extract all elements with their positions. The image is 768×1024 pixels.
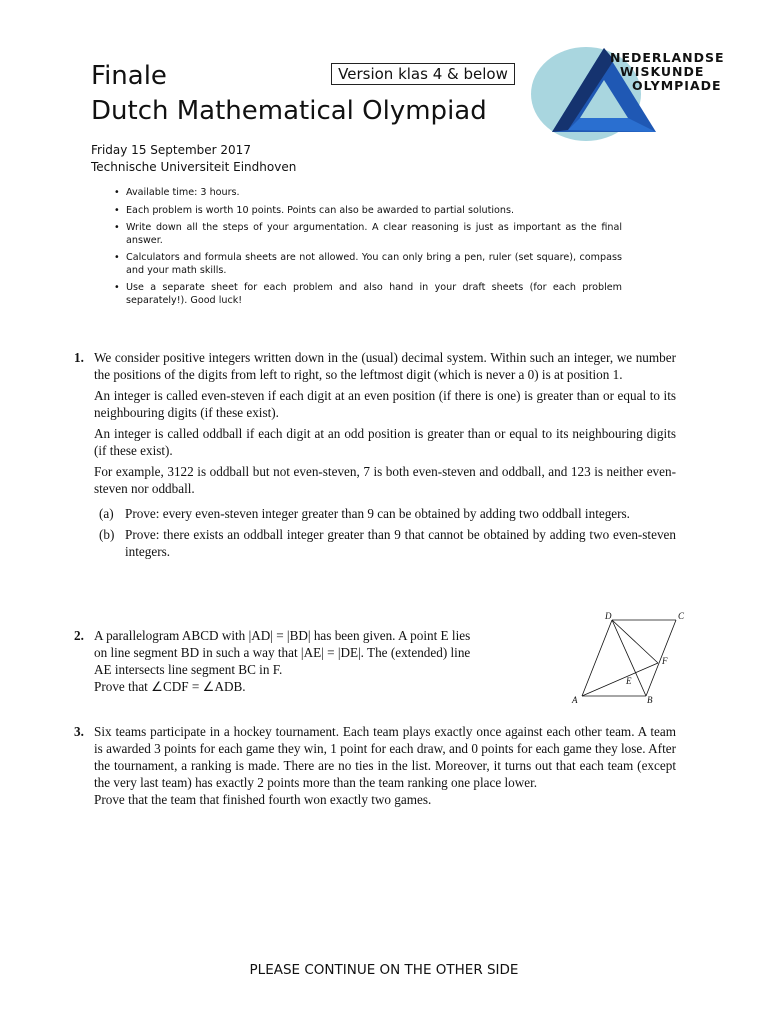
part-text: Prove: there exists an oddball integer greater than 9 that cannot be obtained by adding two even-steven integers. [125, 527, 676, 559]
line-df [612, 620, 658, 663]
instruction-item: • Write down all the steps of your argumentation. A clear reasoning is just as important as the final answer. [110, 222, 622, 247]
label-f: F [662, 656, 668, 666]
instruction-item: • Use a separate sheet for each problem and also hand in your draft sheets (for each problem separately!). Good luck! [110, 282, 622, 307]
problem-3-number: 3. [74, 724, 84, 739]
problem-1-oddball-def: An integer is called oddball if each digit at an odd position is greater than or equal to its neighbouring digits (if these exist). [94, 426, 676, 458]
problem-2-line: on line segment BD in such a way that |AE| = |DE|. The (extended) line [94, 645, 471, 660]
logo-text-line2: WISKUNDE [620, 64, 705, 79]
title-finale: Finale [91, 61, 167, 91]
part-label: (a) [99, 506, 114, 521]
problem-3 [94, 723, 676, 808]
label-c: C [678, 611, 685, 621]
problem-2-line: A parallelogram ABCD with |AD| = |BD| has been given. A point E lies [94, 628, 471, 643]
olympiad-logo [528, 40, 725, 148]
problem-3-question: Prove that the team that finished fourth won exactly two games. [94, 792, 432, 807]
problem-1-intro: We consider positive integers written down in the (usual) decimal system. Within such an integer, we number the positions of the digits from left to right, so the leftmost digit (which is never a 0) is at position 1. [94, 350, 676, 382]
problem-1-number: 1. [74, 350, 84, 365]
problem-1-part-a [94, 505, 676, 522]
problem-3-text: Six teams participate in a hockey tournament. Each team plays exactly once against each other team. A team is awarded 3 points for each game they win, 1 point for each draw, and 0 points for each game they lose. After the tournament, a ranking is made. There are no ties in the list. Moreover, it turns out that each team (except the very last team) has exactly 2 points more than the team ranking one place lower. [94, 724, 676, 790]
exam-venue: Technische Universiteit Eindhoven [91, 160, 297, 174]
problem-2-number: 2. [74, 628, 84, 643]
instruction-item: • Calculators and formula sheets are not allowed. You can only bring a pen, ruler (set square), compass and your math skills. [110, 252, 622, 277]
title-olympiad: Dutch Mathematical Olympiad [91, 96, 487, 126]
problem-1-example: For example, 3122 is oddball but not even-steven, 7 is both even-steven and oddball, and 123 is neither even-steven nor oddball. [94, 464, 676, 496]
instruction-item: • Each problem is worth 10 points. Points can also be awarded to partial solutions. [110, 205, 622, 218]
problem-2 [94, 627, 556, 695]
logo-text-line1: NEDERLANDSE [610, 50, 725, 65]
label-e: E [626, 676, 632, 686]
part-text: Prove: every even-steven integer greater than 9 can be obtained by adding two oddball integers. [125, 506, 630, 521]
problem-2-line: AE intersects line segment BC in F. [94, 662, 283, 677]
problem-1 [94, 349, 676, 564]
logo-text-line3: OLYMPIADE [632, 78, 722, 93]
label-d: D [605, 611, 612, 621]
parallelogram-figure [570, 608, 690, 708]
problem-1-part-b [94, 526, 676, 560]
problem-1-even-steven-def: An integer is called even-steven if each digit at an even position (if there is one) is greater than or equal to its neighbouring digits (if these exist). [94, 388, 676, 420]
edge-bc [646, 620, 676, 696]
version-badge: Version klas 4 & below [331, 63, 515, 85]
continue-footer: PLEASE CONTINUE ON THE OTHER SIDE [249, 962, 519, 978]
label-b: B [647, 695, 653, 705]
instructions-list [110, 187, 622, 312]
instruction-item: • Available time: 3 hours. [110, 187, 622, 200]
exam-date: Friday 15 September 2017 [91, 143, 251, 157]
label-a: A [572, 695, 578, 705]
part-label: (b) [99, 527, 115, 542]
problem-2-line: Prove that ∠CDF = ∠ADB. [94, 679, 246, 694]
